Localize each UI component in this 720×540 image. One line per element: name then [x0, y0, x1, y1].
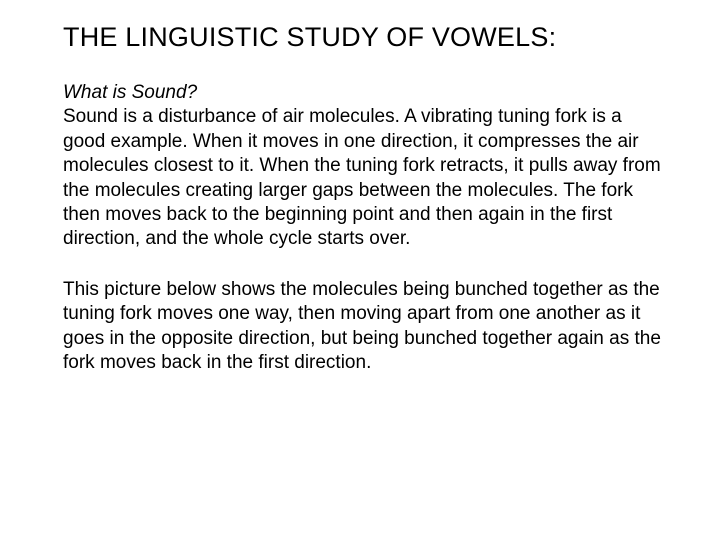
paragraph-picture-description: This picture below shows the molecules being bunched together as the tuning fork moves one way, then moving apart from one another as it goes in the opposite direction, but being bunched together again as the fork moves back in the first direction. [63, 278, 661, 374]
slide-body [63, 81, 663, 375]
subheading: What is Sound? [63, 82, 198, 103]
paragraph-sound-definition: Sound is a disturbance of air molecules. A vibrating tuning fork is a good example. When it moves in one direction, it compresses the air molecules closest to it. When the tuning fork retracts, it pulls away from the molecules creating larger gaps between the molecules. The fork then moves back to the beginning point and then again in the first direction, and the whole cycle starts over. [63, 106, 661, 250]
paragraph-spacer [63, 252, 663, 278]
slide-title: THE LINGUISTIC STUDY OF VOWELS: [63, 22, 557, 52]
